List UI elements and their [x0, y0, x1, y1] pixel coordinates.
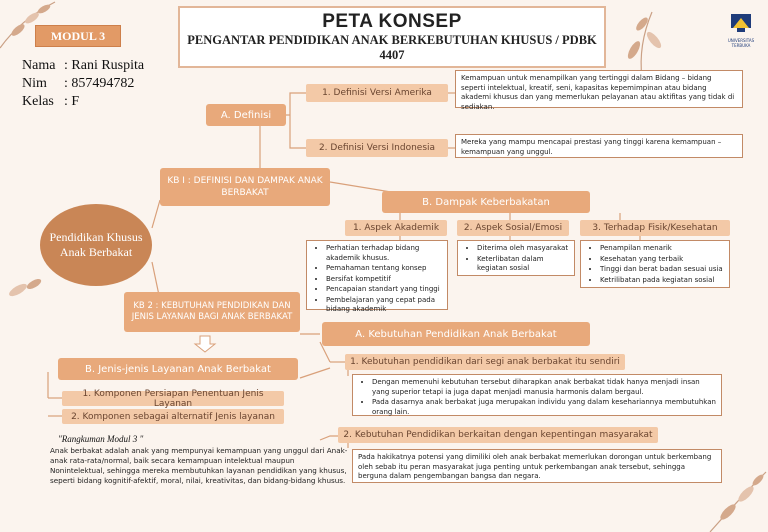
dampak-node: B. Dampak Keberbakatan — [382, 191, 590, 213]
fisik-list-box — [580, 240, 730, 288]
sosial-item: • Diterima oleh masyarakat — [477, 244, 569, 254]
nama-label: Nama — [22, 58, 56, 73]
rangkuman-text: Anak berbakat adalah anak yang mempunyai kemampuan yang unggul dari Anak-anak rata-rata/normal, baik secara kemampuan intelektual maupun Nonintelektual, sehingga mereka membutuhkan layanan pendidikan yang khusus, seperti bidang kognitif-afektif, moral, nilai, kreativitas, dan bidang-bidang khusus. — [50, 446, 348, 485]
modul-badge: MODUL 3 — [35, 25, 121, 47]
akademik-list-box — [306, 240, 448, 313]
definisi-node: A. Definisi — [206, 104, 286, 126]
page-title: PETA KONSEP — [322, 11, 462, 32]
aspek-sosial-node: 2. Aspek Sosial/Emosi — [457, 220, 569, 236]
identity-nim — [22, 76, 134, 92]
center-node: Pendidikan Khusus Anak Berbakat — [40, 204, 152, 286]
definisi-indonesia-node: 2. Definisi Versi Indonesia — [306, 139, 448, 157]
identity-kelas — [22, 94, 79, 110]
kb1-node: KB I : DEFINISI DAN DAMPAK ANAK BERBAKAT — [160, 168, 330, 206]
kebutuhan-item1-point: • Pada dasarnya anak berbakat juga merupakan individu yang dalam kesehariannya membutuhkan orang lain. — [372, 398, 716, 417]
rangkuman-title: "Rangkuman Modul 3 " — [58, 434, 144, 444]
nama-value: : Rani Ruspita — [64, 58, 145, 73]
university-logo — [718, 12, 764, 48]
layanan-item1-node: 1. Komponen Persiapan Penentuan Jenis Layanan — [62, 391, 284, 406]
sosial-item: • Keterlibatan dalam kegiatan sosial — [477, 255, 569, 274]
fisik-item: • Tinggi dan berat badan sesuai usia — [600, 265, 724, 275]
akademik-item: • Pencapaian standart yang tinggi — [326, 285, 442, 295]
definisi-amerika-text: Kemampuan untuk menampilkan yang tertinggi dalam Bidang – bidang seperti intelektual, kreatif, seni, kapasitas kepemimpinan atau bidang akademi khusus dan yang memerlukan pelayanan atau aktifitas yang tidak di sediakan. — [455, 70, 743, 108]
kebutuhan-item1-node: 1. Kebutuhan pendidikan dari segi anak berbakat itu sendiri — [345, 354, 625, 370]
kebutuhan-item2-node: 2. Kebutuhan Pendidikan berkaitan dengan kepentingan masyarakat — [338, 427, 658, 443]
page-subtitle: PENGANTAR PENDIDIKAN ANAK BERKEBUTUHAN KHUSUS / PDBK 4407 — [187, 33, 597, 62]
aspek-fisik-node: 3. Terhadap Fisik/Kesehatan — [580, 220, 730, 236]
akademik-item: • Perhatian terhadap bidang akademik khusus. — [326, 244, 442, 263]
definisi-indonesia-text: Mereka yang mampu mencapai prestasi yang tinggi karena kemampuan – kemampuan yang unggul. — [455, 134, 743, 158]
university-logo-text: UNIVERSITAS TERBUKA — [727, 38, 755, 48]
kebutuhan-item1-box — [352, 374, 722, 416]
layanan-node: B. Jenis-jenis Layanan Anak Berbakat — [58, 358, 298, 380]
akademik-item: • Pembelajaran yang cepat pada bidang akademik — [326, 296, 442, 315]
kebutuhan-item2-box: Pada hakikatnya potensi yang dimiliki oleh anak berbakat memerlukan dorongan untuk berkembang oleh sebab itu peran masyarakat juga penting untuk perkembangan anak tersebut, sehingga berguna dalam pengembangan bangsa dan negara. — [352, 449, 722, 483]
university-logo-icon — [728, 12, 754, 34]
nim-value: : 857494782 — [64, 76, 135, 91]
akademik-item: • Pemahaman tentang konsep — [326, 264, 442, 274]
header-box — [178, 6, 606, 68]
sosial-list-box — [457, 240, 575, 276]
kebutuhan-node: A. Kebutuhan Pendidikan Anak Berbakat — [322, 322, 590, 346]
fisik-item: • Kesehatan yang terbaik — [600, 255, 724, 265]
aspek-akademik-node: 1. Aspek Akademik — [345, 220, 447, 236]
kb2-node: KB 2 : KEBUTUHAN PENDIDIKAN DAN JENIS LAYANAN BAGI ANAK BERBAKAT — [124, 292, 300, 332]
fisik-item: • Penampilan menarik — [600, 244, 724, 254]
kelas-value: : F — [64, 94, 80, 109]
identity-nama — [22, 58, 144, 74]
kebutuhan-item1-point: • Dengan memenuhi kebutuhan tersebut diharapkan anak berbakat tidak hanya menjadi insan yang superior tetapi ia juga dapat menjadi manusia harmonis dalam bergaul. — [372, 378, 716, 397]
fisik-item: • Ketrilibatan pada kegiatan sosial — [600, 276, 724, 286]
kelas-label: Kelas — [22, 94, 54, 109]
akademik-item: • Bersifat kompetitif — [326, 275, 442, 285]
definisi-amerika-node: 1. Definisi Versi Amerika — [306, 84, 448, 102]
layanan-item2-node: 2. Komponen sebagai alternatif Jenis layanan — [62, 409, 284, 424]
nim-label: Nim — [22, 76, 47, 91]
